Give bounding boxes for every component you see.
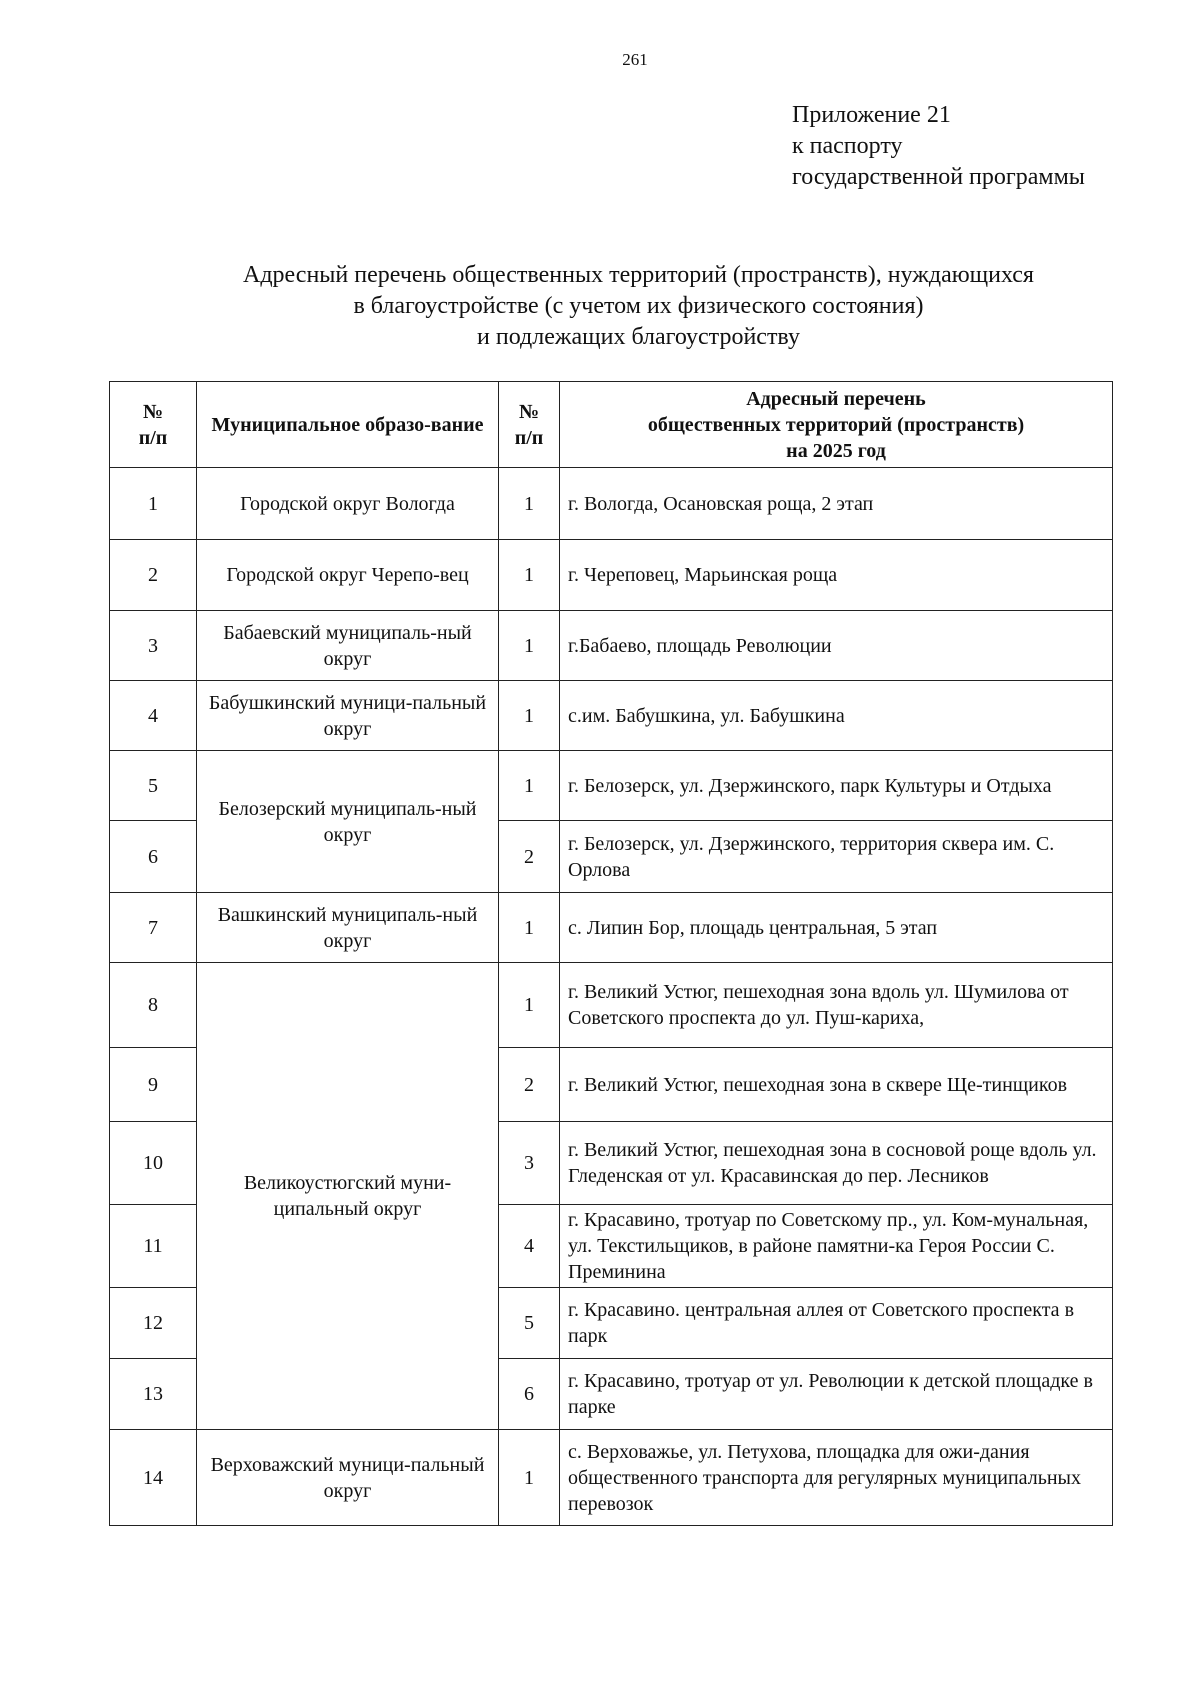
address-cell: с.им. Бабушкина, ул. Бабушкина (560, 681, 1113, 751)
row-number: 12 (110, 1288, 197, 1359)
header-number-label: п/п (138, 426, 168, 449)
item-number: 1 (499, 468, 560, 540)
appendix-note (792, 100, 1085, 193)
row-number: 4 (110, 681, 197, 751)
address-cell: с. Липин Бор, площадь центральная, 5 этап (560, 893, 1113, 963)
appendix-line-2: к паспорту (792, 133, 903, 159)
item-number: 1 (499, 1430, 560, 1526)
item-number: 4 (499, 1205, 560, 1288)
address-cell: г. Великий Устюг, пешеходная зона вдоль ул. Шумилова от Советского проспекта до ул. Пуш-кариха, (560, 963, 1113, 1048)
item-number: 1 (499, 751, 560, 821)
table-row (110, 468, 1113, 540)
address-cell: г. Великий Устюг, пешеходная зона в сосновой роще вдоль ул. Гледенская от ул. Красавинская до пер. Лесников (560, 1122, 1113, 1205)
row-number: 10 (110, 1122, 197, 1205)
address-cell: г. Красавино, тротуар по Советскому пр., ул. Ком-мунальная, ул. Текстильщиков, в районе памятни-ка Героя России С. Преминина (560, 1205, 1113, 1288)
header-number-sign: № (142, 400, 164, 423)
item-number: 1 (499, 681, 560, 751)
table-row (110, 611, 1113, 681)
appendix-line-3: государственной программы (792, 164, 1085, 190)
table-row (110, 963, 1113, 1048)
item-number: 1 (499, 540, 560, 611)
row-number: 1 (110, 468, 197, 540)
row-number: 6 (110, 821, 197, 893)
item-number: 2 (499, 821, 560, 893)
header-number-2-label: п/п (514, 426, 544, 449)
row-number: 2 (110, 540, 197, 611)
title-line-3: и подлежащих благоустройству (477, 324, 800, 350)
table-header-row (110, 382, 1113, 468)
address-cell: г.Бабаево, площадь Революции (560, 611, 1113, 681)
item-number: 1 (499, 893, 560, 963)
item-number: 1 (499, 611, 560, 681)
municipality-cell: Вашкинский муниципаль-ный округ (197, 893, 499, 963)
item-number: 3 (499, 1122, 560, 1205)
title-line-2: в благоустройстве (с учетом их физического состояния) (353, 293, 924, 319)
item-number: 1 (499, 963, 560, 1048)
address-cell: г. Белозерск, ул. Дзержинского, парк Культуры и Отдыха (560, 751, 1113, 821)
territories-table (109, 381, 1113, 1526)
row-number: 5 (110, 751, 197, 821)
address-cell: г. Белозерск, ул. Дзержинского, территория сквера им. С. Орлова (560, 821, 1113, 893)
address-cell: г. Красавино. центральная аллея от Советского проспекта в парк (560, 1288, 1113, 1359)
header-number-2 (499, 382, 560, 468)
item-number: 6 (499, 1359, 560, 1430)
address-cell: г. Вологда, Осановская роща, 2 этап (560, 468, 1113, 540)
appendix-line-1: Приложение 21 (792, 102, 951, 128)
table-row (110, 751, 1113, 821)
table-row (110, 681, 1113, 751)
header-address-line-1: Адресный перечень (746, 387, 926, 410)
municipality-cell: Бабушкинский муници-пальный округ (197, 681, 499, 751)
table-row (110, 1430, 1113, 1526)
header-address-list (560, 382, 1113, 468)
document-title (60, 260, 1200, 353)
address-cell: г. Великий Устюг, пешеходная зона в сквере Ще-тинщиков (560, 1048, 1113, 1122)
address-cell: г. Красавино, тротуар от ул. Революции к детской площадке в парке (560, 1359, 1113, 1430)
municipality-cell: Белозерский муниципаль-ный округ (197, 751, 499, 893)
item-number: 2 (499, 1048, 560, 1122)
municipality-cell: Верховажский муници-пальный округ (197, 1430, 499, 1526)
municipality-cell: Бабаевский муниципаль-ный округ (197, 611, 499, 681)
header-address-line-3: на 2025 год (786, 439, 886, 462)
row-number: 8 (110, 963, 197, 1048)
row-number: 3 (110, 611, 197, 681)
header-number-2-sign: № (518, 400, 540, 423)
municipality-cell: Великоустюгский муни-ципальный округ (197, 963, 499, 1430)
header-number (110, 382, 197, 468)
municipality-cell: Городской округ Черепо-вец (197, 540, 499, 611)
item-number: 5 (499, 1288, 560, 1359)
table-row (110, 893, 1113, 963)
header-municipality: Муниципальное образо-вание (197, 382, 499, 468)
row-number: 11 (110, 1205, 197, 1288)
address-cell: с. Верховажье, ул. Петухова, площадка для ожи-дания общественного транспорта для регулярных муниципальных перевозок (560, 1430, 1113, 1526)
row-number: 9 (110, 1048, 197, 1122)
row-number: 7 (110, 893, 197, 963)
row-number: 14 (110, 1430, 197, 1526)
page-number: 261 (622, 50, 648, 69)
municipality-cell: Городской округ Вологда (197, 468, 499, 540)
header-address-line-2: общественных территорий (пространств) (647, 413, 1025, 436)
title-line-1: Адресный перечень общественных территорий (пространств), нуждающихся (243, 262, 1034, 288)
table-row (110, 540, 1113, 611)
row-number: 13 (110, 1359, 197, 1430)
address-cell: г. Череповец, Марьинская роща (560, 540, 1113, 611)
